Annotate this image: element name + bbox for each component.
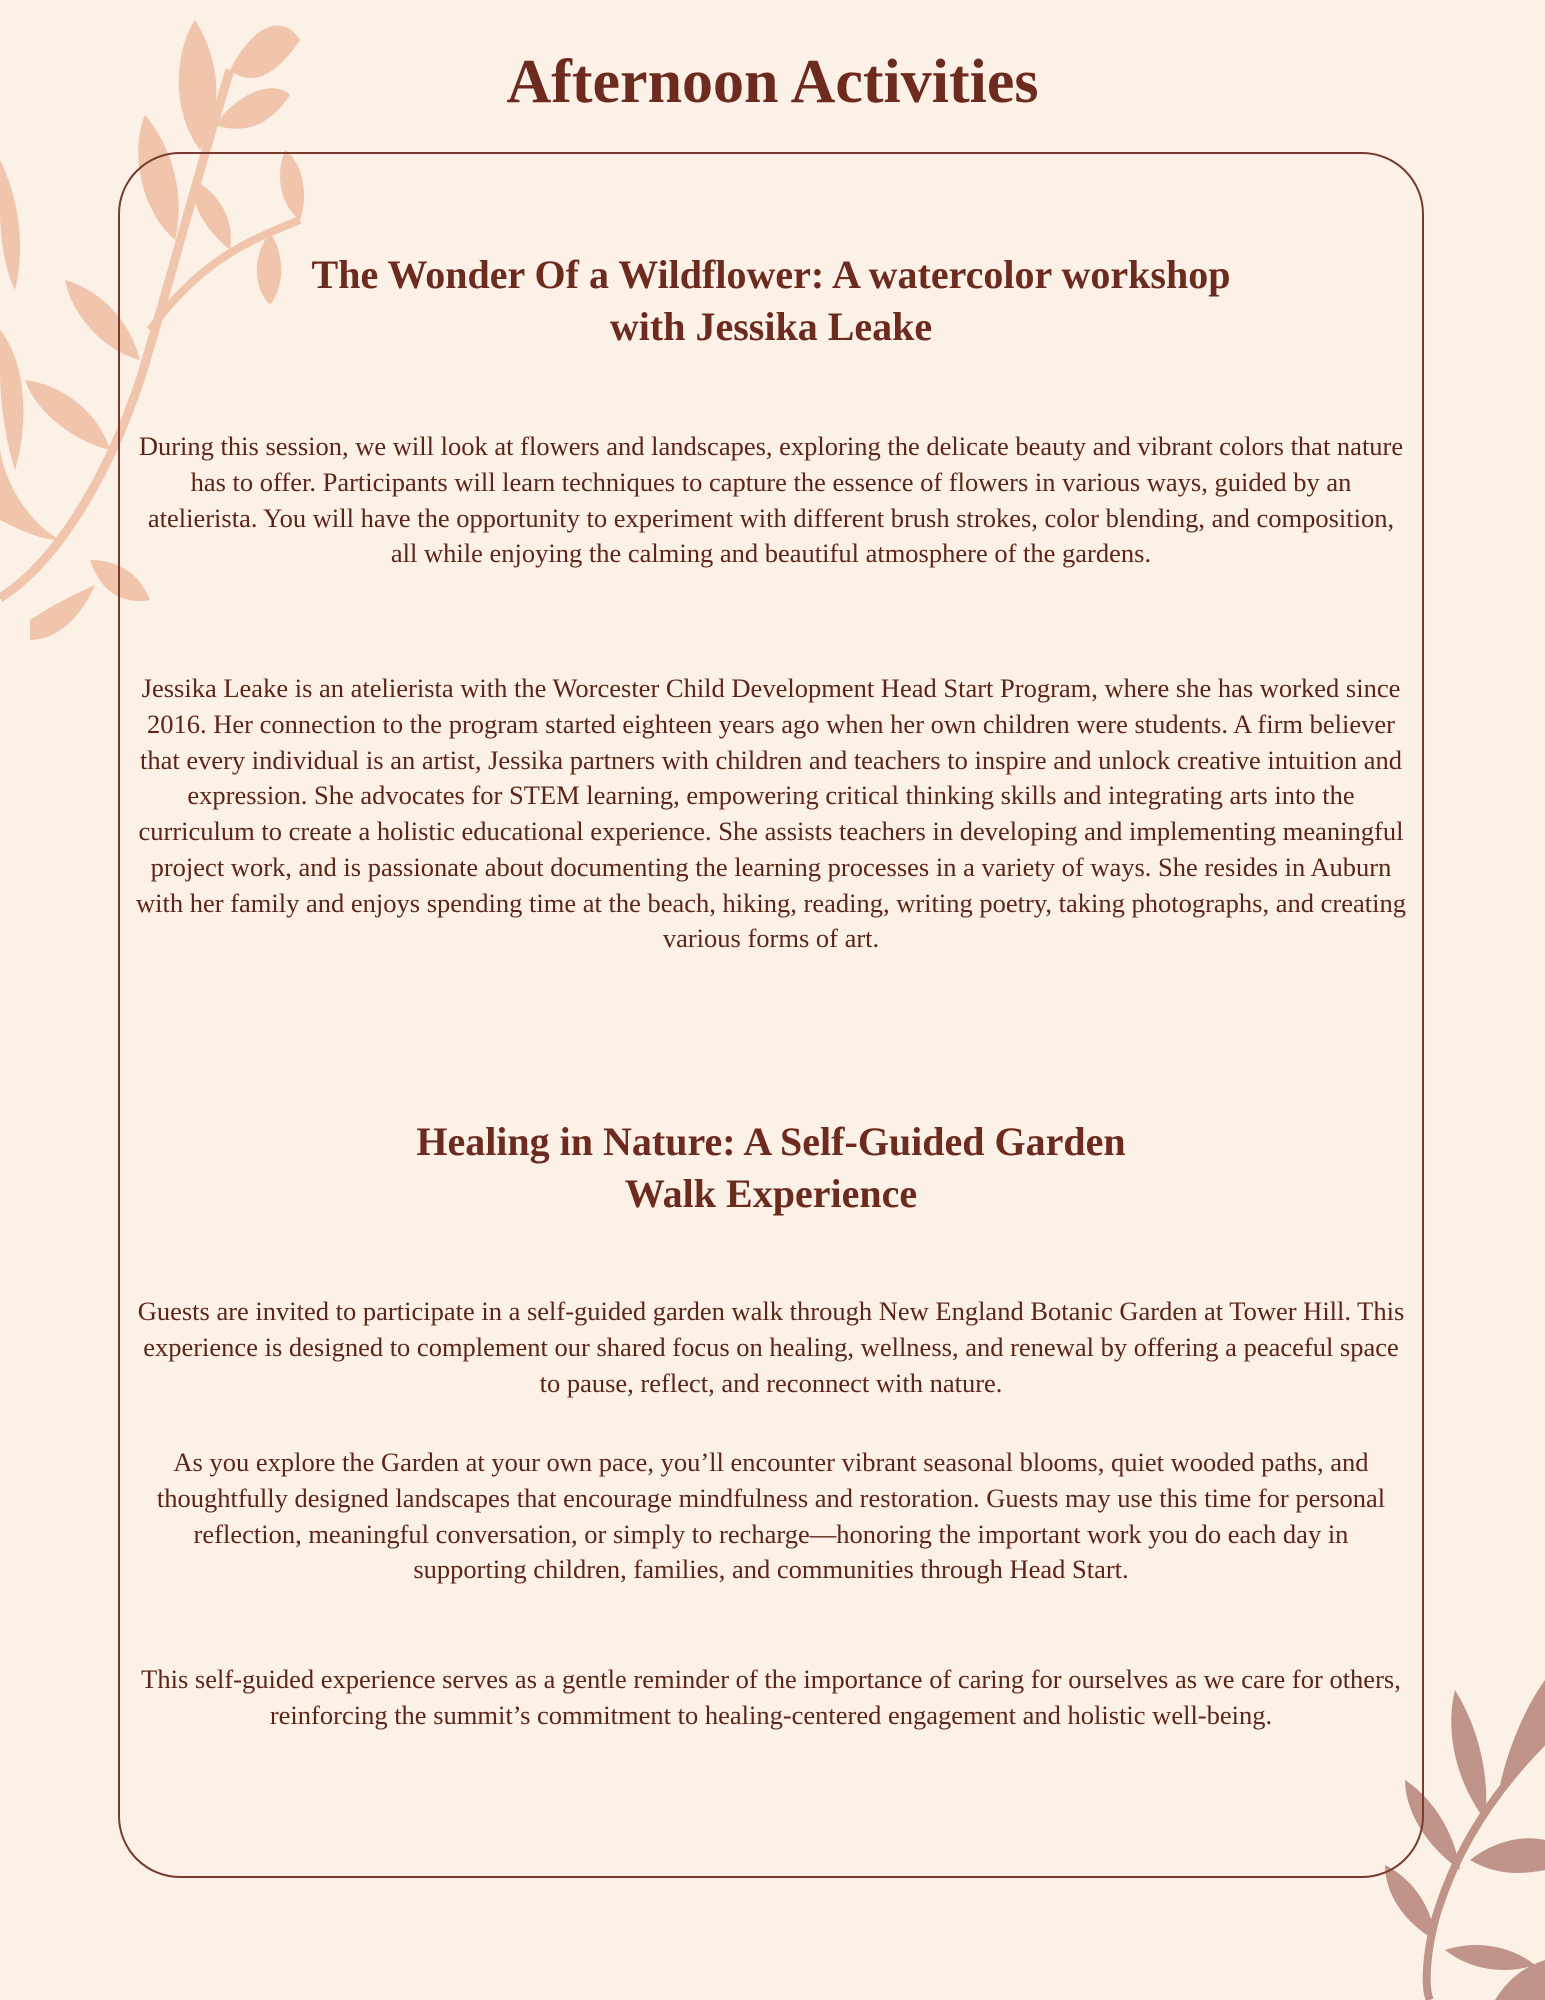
garden-walk-closing: This self-guided experience serves as a gentle reminder of the importance of caring for ourselves as we care for others, reinforcing the summit’s commitment to healing-centered engagement and holistic well-being. xyxy=(141,1664,1401,1730)
section-title-line: Walk Experience xyxy=(624,1171,918,1216)
page-title: Afternoon Activities xyxy=(506,48,1039,116)
section-title-line: with Jessika Leake xyxy=(609,304,933,349)
section-title-line: The Wonder Of a Wildflower: A watercolor workshop xyxy=(311,252,1231,297)
workshop-description: During this session, we will look at flowers and landscapes, exploring the delicate beauty and vibrant colors that nature has to offer. Participants will learn techniques to capture the essence of flowers in various ways, guided by an atelierista. You will have the opportunity to experiment with different brush strokes, color blending, and composition, all while enjoying the calming and beautiful atmosphere of the gardens. xyxy=(138,431,1404,569)
presenter-bio: Jessika Leake is an atelierista with the Worcester Child Development Head Start Program, where she has worked since 2016. Her connection to the program started eighteen years ago when her own children were students. A firm believer that every individual is an artist, Jessika partners with children and teachers to inspire and unlock creative intuition and expression. She advocates for STEM learning, empowering critical thinking skills and integrating arts into the curriculum to create a holistic educational experience. She assists teachers in developing and implementing meaningful project work, and is passionate about documenting the learning processes in a variety of ways. She resides in Auburn with her family and enjoys spending time at the beach, hiking, reading, writing poetry, taking photographs, and creating various forms of art. xyxy=(136,673,1406,954)
activities-card xyxy=(118,152,1424,1878)
section-title-watercolor-workshop xyxy=(120,249,1422,353)
garden-walk-details: As you explore the Garden at your own pace, you’ll encounter vibrant seasonal blooms, quiet wooded paths, and thoughtfully designed landscapes that encourage mindfulness and restoration. Guests may use this time for personal reflection, meaningful conversation, or simply to recharge—honoring the important work you do each day in supporting children, families, and communities through Head Start. xyxy=(156,1447,1386,1585)
section-title-line: Healing in Nature: A Self-Guided Garden xyxy=(416,1119,1126,1164)
garden-walk-intro: Guests are invited to participate in a self-guided garden walk through New England Botanic Garden at Tower Hill. This experience is designed to complement our shared focus on healing, wellness, and renewal by offering a peaceful space to pause, reflect, and reconnect with nature. xyxy=(137,1296,1405,1398)
section-title-garden-walk xyxy=(120,1116,1422,1220)
